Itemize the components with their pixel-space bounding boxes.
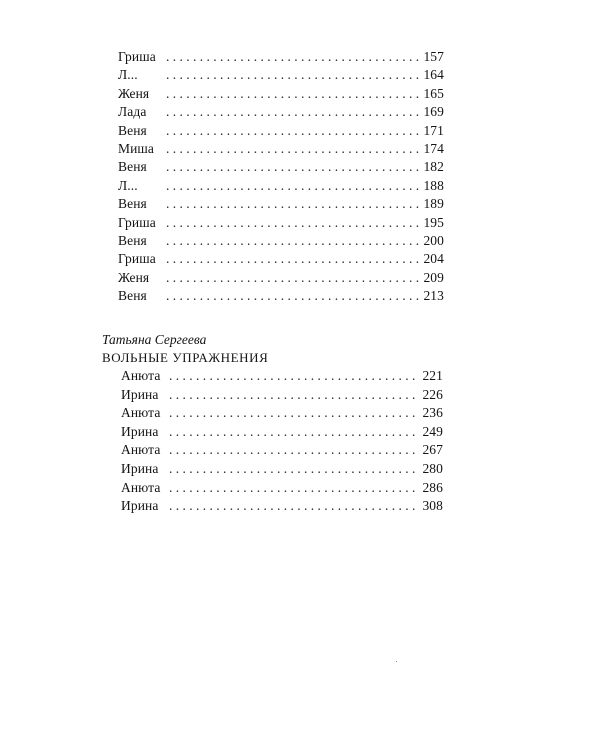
toc-entry-name: Ирина [121,461,159,476]
toc-entry-name: Ирина [121,386,159,402]
toc-entry-page: 213 [423,288,444,304]
dot-leader [166,139,419,158]
toc-entry [118,249,444,268]
toc-entry-page: 164 [423,67,444,83]
dot-leader [166,268,419,287]
toc-entry-name: Веня [118,196,147,212]
toc-entry [121,459,443,478]
dot-leader [166,194,419,213]
dot-leader [169,459,418,478]
toc-entry-page: 280 [422,461,443,476]
toc-entry [121,440,443,459]
page-speck [396,661,397,662]
toc-entry-name: Веня [118,159,147,175]
dot-leader [166,47,419,66]
toc-entry [118,194,444,213]
toc-entry [118,157,444,176]
dot-leader [169,496,418,515]
toc-entry [118,268,444,287]
dot-leader [166,121,419,140]
dot-leader [166,102,419,121]
toc-entry-page: 286 [422,479,443,495]
toc-entry-page: 236 [422,405,443,421]
toc-entry-name: Л... [118,177,138,193]
toc-entry-page: 308 [422,498,443,514]
dot-leader [166,213,419,232]
toc-entry-name: Ирина [121,423,159,439]
dot-leader [166,157,419,176]
toc-entry-name: Лада [118,104,147,120]
toc-entry-name: Веня [118,288,147,304]
toc-entry-page: 204 [423,251,444,267]
toc-entry-name: Анюта [121,442,161,458]
toc-entry [118,231,444,250]
toc-entry [118,213,444,232]
toc-entry-name: Анюта [121,368,161,383]
toc-entry-name: Гриша [118,214,156,230]
toc-entry-page: 195 [423,214,444,230]
toc-entry-name: Миша [118,141,155,156]
dot-leader [166,65,419,84]
toc-entry-page: 189 [423,196,444,212]
toc-entry-page: 267 [422,442,443,458]
toc-entry-page: 157 [423,49,444,64]
toc-entry-name: Гриша [118,49,156,64]
toc-entry [121,422,443,441]
toc-entry [118,84,444,103]
toc-entry [118,139,444,158]
dot-leader [169,422,418,441]
section-author: Татьяна Сергеева [102,332,207,347]
toc-entry-name: Анюта [121,405,161,421]
toc-entry [118,121,444,140]
toc-entry-page: 221 [422,368,443,383]
dot-leader [166,84,419,103]
toc-entry-name: Ирина [121,498,159,514]
dot-leader [166,231,419,250]
dot-leader [169,385,418,404]
toc-entry-name: Веня [118,122,147,138]
toc-entry-name: Веня [118,233,147,248]
toc-entry [118,102,444,121]
toc-entry [118,176,444,195]
toc-entry-page: 209 [423,269,444,285]
toc-entry [121,366,443,385]
section-title: ВОЛЬНЫЕ УПРАЖНЕНИЯ [102,350,269,365]
toc-entry [121,496,443,515]
toc-entry-name: Анюта [121,479,161,495]
toc-entry-page: 174 [423,141,444,156]
toc-entry-page: 171 [423,122,444,138]
toc-entry [118,286,444,305]
toc-entry-name: Женя [118,85,150,101]
toc-entry-page: 169 [423,104,444,120]
toc-entry-page: 182 [423,159,444,175]
toc-entry-page: 249 [422,423,443,439]
dot-leader [169,440,418,459]
toc-entry-page: 226 [422,386,443,402]
toc-entry-page: 200 [423,233,444,248]
toc-entry [121,385,443,404]
dot-leader [169,366,418,385]
dot-leader [166,249,419,268]
toc-entry [121,403,443,422]
dot-leader [169,478,418,497]
toc-entry-page: 188 [423,177,444,193]
toc-entry [118,47,444,66]
dot-leader [166,286,419,305]
toc-entry-name: Женя [118,269,150,285]
toc-entry [121,478,443,497]
toc-entry-name: Л... [118,67,138,83]
toc-entry-page: 165 [423,85,444,101]
toc-entry-name: Гриша [118,251,156,267]
toc-entry [118,65,444,84]
dot-leader [169,403,418,422]
dot-leader [166,176,419,195]
